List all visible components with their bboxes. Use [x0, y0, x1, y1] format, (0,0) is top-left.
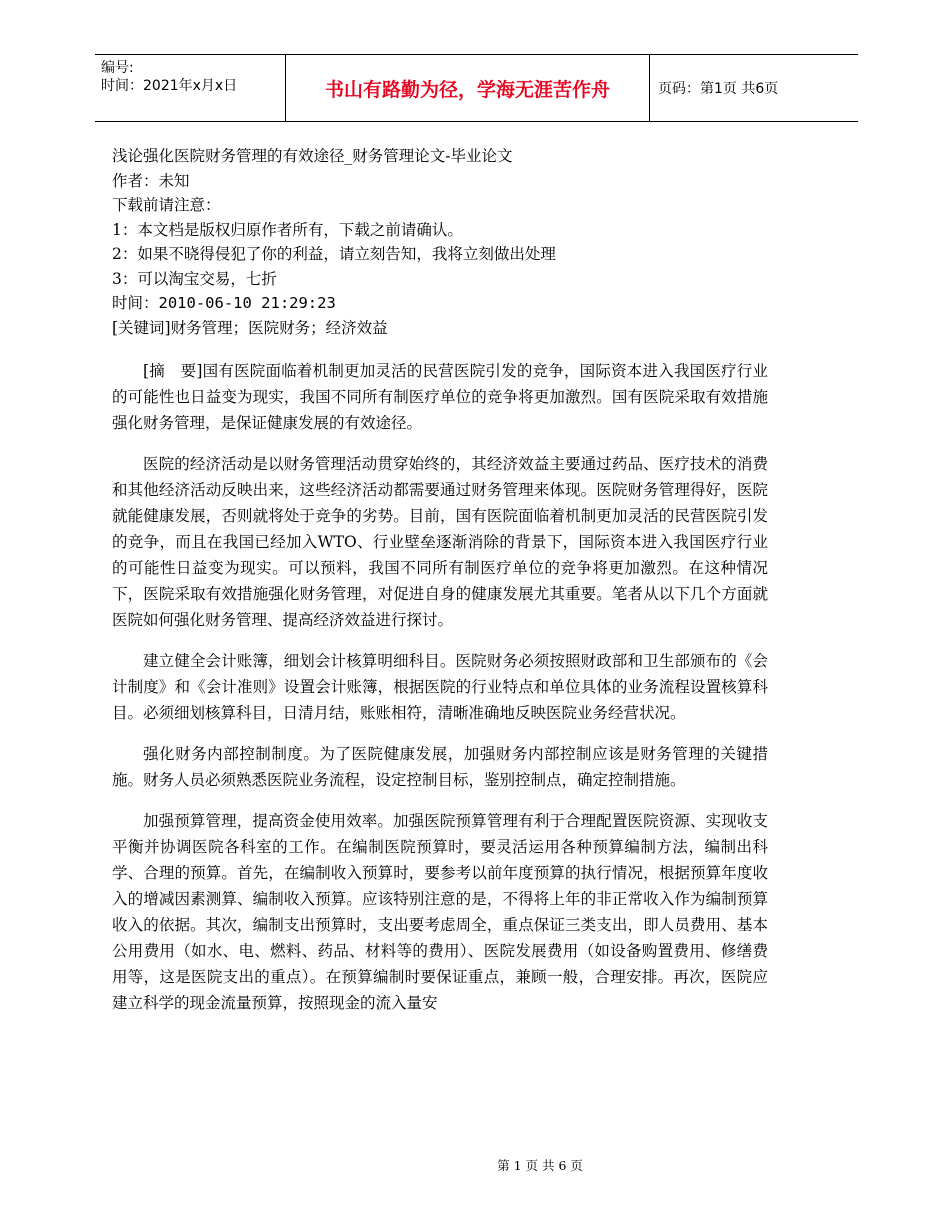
paragraph-abstract: [摘 要]国有医院面临着机制更加灵活的民营医院引发的竞争，国际资本进入我国医疗行业的可能性也日益变为现实，我国不同所有制医疗单位的竞争将更加激烈。国有医院采取有效措施强化财务管理，是保证健康发展的有效途径。: [112, 362, 768, 432]
paragraph-2: 医院的经济活动是以财务管理活动贯穿始终的，其经济效益主要通过药品、医疗技术的消费和其他经济活动反映出来，这些经济活动都需要通过财务管理来体现。医院财务管理得好，医院就能健康发展，否则就将处于竞争的劣势。目前，国有医院面临着机制更加灵活的民营医院引发的竞争，而且在我国已经加入WTO、行业壁垒逐渐消除的背景下，国际资本进入我国医疗行业的可能性日益变为现实。可以预料，我国不同所有制医疗单位的竞争将更加激烈。在这种情况下，医院采取有效措施强化财务管理，对促进自身的健康发展尤其重要。笔者从以下几个方面就医院如何强化财务管理、提高经济效益进行探讨。: [112, 455, 768, 629]
header-motto: 书山有路勤为径，学海无涯苦作舟: [285, 55, 650, 121]
article-body: [112, 358, 768, 1031]
download-notice-title: 下载前请注意：: [112, 196, 221, 214]
document-time-label: 时间：2021年x月x日: [101, 78, 238, 94]
paragraph-5: 加强预算管理，提高资金使用效率。加强医院预算管理有利于合理配置医院资源、实现收支平衡并协调医院各科室的工作。在编制医院预算时，要灵活运用各种预算编制方法，编制出科学、合理的预算。首先，在编制收入预算时，要参考以前年度预算的执行情况，根据预算年度收入的增减因素测算、编制收入预算。应该特别注意的是，不得将上年的非正常收入作为编制预算收入的依据。其次，编制支出预算时，支出要考虑周全，重点保证三类支出，即人员费用、基本公用费用（如水、电、燃料、药品、材料等的费用）、医院发展费用（如设备购置费用、修缮费用等，这是医院支出的重点）。在预算编制时要保证重点，兼顾一般，合理安排。再次，医院应建立科学的现金流量预算，按照现金的流入量安: [112, 812, 768, 1012]
paragraph-4: 强化财务内部控制制度。为了医院健康发展，加强财务内部控制应该是财务管理的关键措施。财务人员必须熟悉医院业务流程，设定控制目标，鉴别控制点，确定控制措施。: [112, 745, 768, 789]
article-author: 作者：未知: [112, 171, 190, 190]
article-keywords: [关键词]财务管理；医院财务；经济效益: [112, 318, 388, 337]
page-footer: 第 1 页 共 6 页: [497, 1158, 583, 1173]
article-title: 浅论强化医院财务管理的有效途径_财务管理论文-毕业论文: [112, 147, 513, 165]
header-page-info: 页码：第1页 共6页: [658, 81, 779, 97]
download-notice-1: 1：本文档是版权归原作者所有，下载之前请确认。: [112, 220, 463, 239]
page-header: [95, 54, 858, 122]
document-number-label: 编号:: [101, 60, 134, 76]
article-time: 时间：2010-06-10 21:29:23: [112, 294, 336, 312]
download-notice-2: 2：如果不晓得侵犯了你的利益，请立刻告知，我将立刻做出处理: [112, 245, 556, 263]
article-meta: [112, 144, 772, 340]
paragraph-3: 建立健全会计账簿，细划会计核算明细科目。医院财务必须按照财政部和卫生部颁布的《会计制度》和《会计准则》设置会计账簿，根据医院的行业特点和单位具体的业务流程设置核算科目。必须细划核算科目，日清月结，账账相符，清晰准确地反映医院业务经营状况。: [112, 652, 768, 722]
header-left-cell: [95, 55, 285, 121]
download-notice-3: 3：可以淘宝交易，七折: [112, 269, 277, 288]
